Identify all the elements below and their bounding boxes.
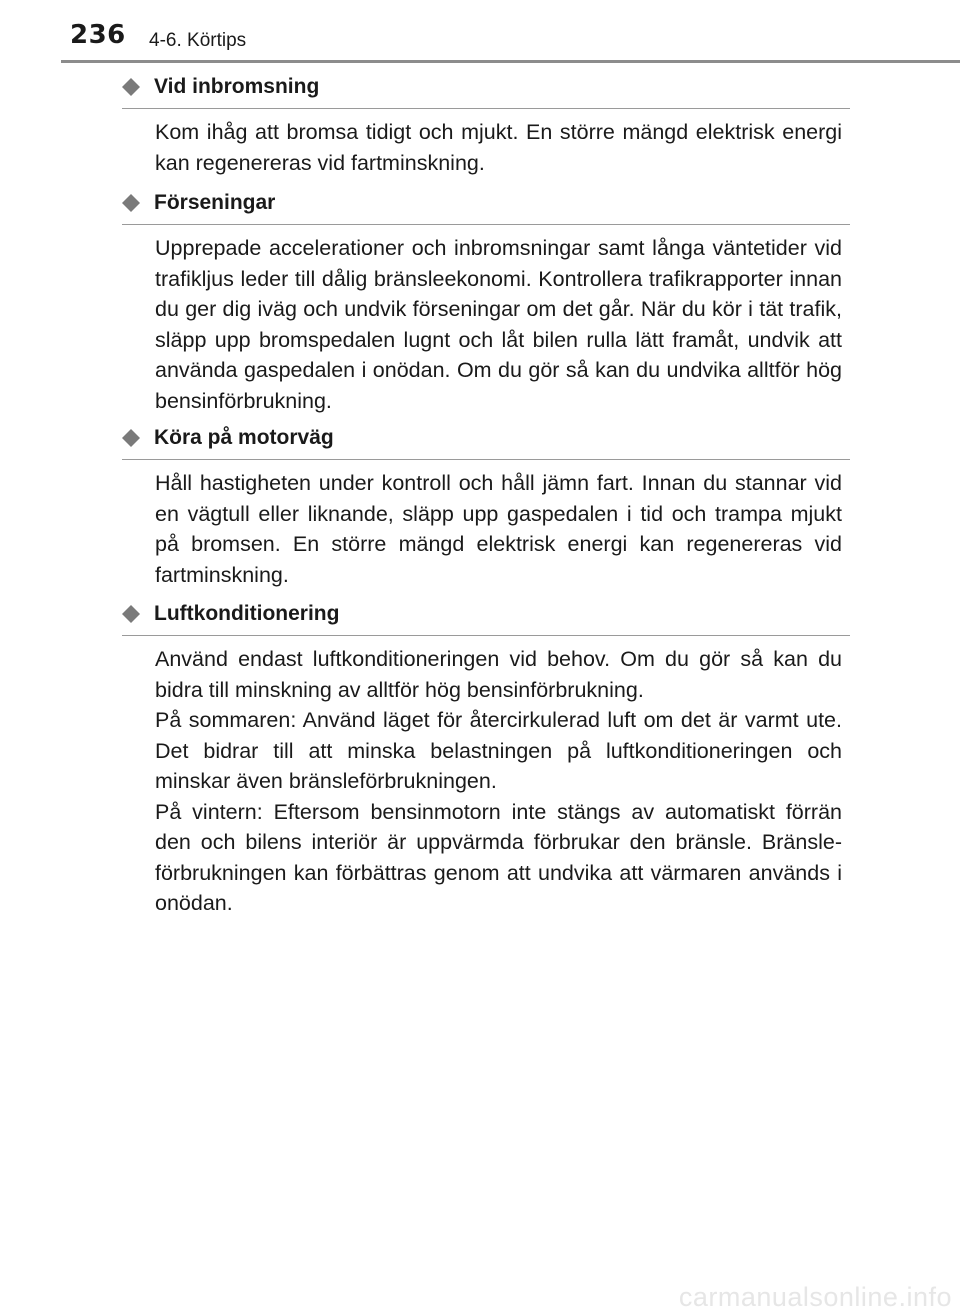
header-divider bbox=[61, 60, 960, 63]
watermark-link[interactable]: carmanualsonline.info bbox=[678, 1282, 952, 1312]
paragraph: Använd endast luftkonditioneringen vid behov. Om du gör så kan du bidra till minskning av alltför hög bensinförbrukning. bbox=[155, 647, 842, 702]
topic-title: Luftkonditionering bbox=[154, 602, 340, 625]
paragraph: Kom ihåg att bromsa tidigt och mjukt. En större mängd elektrisk energi kan regenereras vid fartminskning. bbox=[155, 120, 842, 175]
topic-body bbox=[155, 644, 842, 919]
paragraph: På vintern: Eftersom bensinmotorn inte stängs av automatiskt förrän den och bilens interiör är uppvärmda förbrukar den bränsle. Bränsleförbrukningen kan förbättras genom att undvika att värmaren används i onödan. bbox=[155, 799, 842, 915]
diamond-bullet-icon bbox=[122, 605, 140, 623]
paragraph: Håll hastigheten under kontroll och håll jämn fart. Innan du stannar vid en vägtull eller liknande, släpp upp gaspedalen i tid och trampa mjukt på bromsen. En större mängd elektrisk energi kan regenereras vid fartminskning. bbox=[155, 471, 842, 587]
topic-heading bbox=[122, 190, 850, 230]
section-title: 4-6. Körtips bbox=[149, 30, 247, 51]
page-number: 236 bbox=[70, 20, 126, 50]
topic-title: Förseningar bbox=[154, 191, 276, 214]
page-header bbox=[0, 0, 960, 66]
paragraph: På sommaren: Använd läget för återcirkulerad luft om det är varmt ute. Det bidrar till att minska belastningen på luftkonditioneringen och minskar även bränsleförbrukningen. bbox=[155, 708, 842, 793]
topic-divider bbox=[122, 635, 850, 636]
topic-body bbox=[155, 117, 842, 178]
diamond-bullet-icon bbox=[122, 429, 140, 447]
topic-divider bbox=[122, 224, 850, 225]
diamond-bullet-icon bbox=[122, 78, 140, 96]
topic-heading bbox=[122, 425, 850, 465]
topic-divider bbox=[122, 459, 850, 460]
topic-title: Köra på motorväg bbox=[154, 426, 334, 449]
topic-body bbox=[155, 468, 842, 590]
topic-heading bbox=[122, 74, 850, 114]
topic-heading bbox=[122, 601, 850, 641]
paragraph: Upprepade accelerationer och inbromsningar samt långa väntetider vid trafikljus leder till dålig bränsleekonomi. Kontrollera trafikrapporter innan du ger dig iväg och undvik förseningar om det går. När du kör i tät trafik, släpp upp bromspedalen lugnt och låt bilen rulla lätt framåt, undvik att använda gaspedalen i onödan. Om du gör så kan du undvika alltför hög bensinförbrukning. bbox=[155, 236, 842, 413]
diamond-bullet-icon bbox=[122, 194, 140, 212]
topic-title: Vid inbromsning bbox=[154, 75, 320, 98]
topic-divider bbox=[122, 108, 850, 109]
topic-body bbox=[155, 233, 842, 416]
